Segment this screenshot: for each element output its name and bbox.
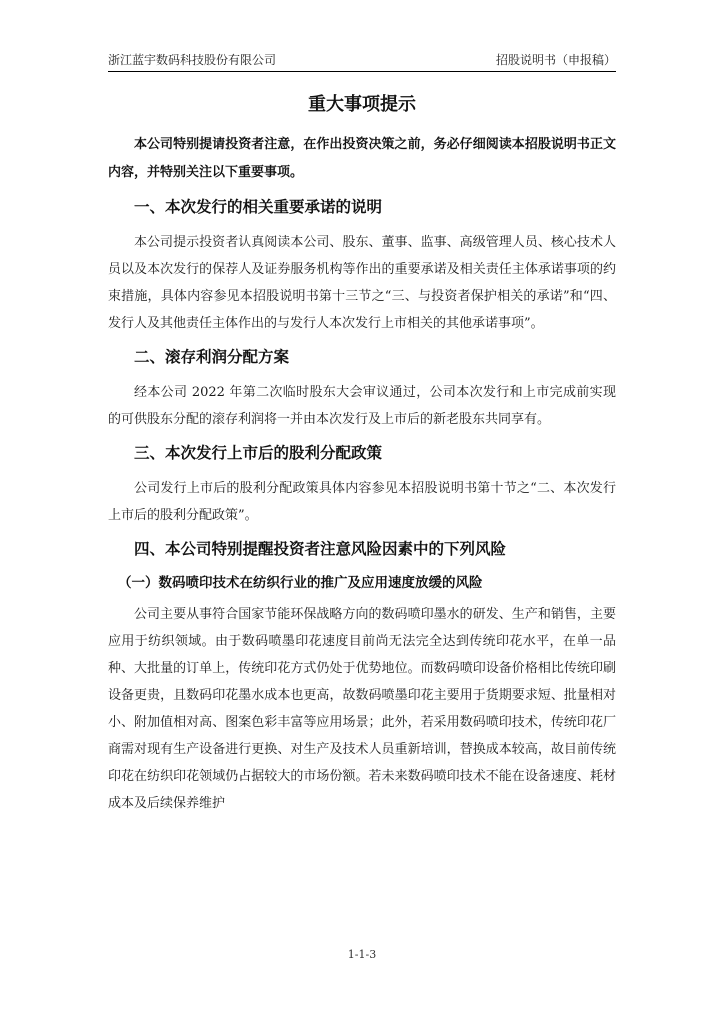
section-4-heading: 四、本公司特别提醒投资者注意风险因素中的下列风险 bbox=[134, 540, 507, 558]
header-rule bbox=[108, 71, 616, 72]
section-2-body: 经本公司 2022 年第二次临时股东大会审议通过，公司本次发行和上市完成前实现的可供股东分配的滚存利润将一并由本次发行及上市后的新老股东共同享有。 bbox=[108, 385, 616, 427]
header-doc-title: 招股说明书（申报稿） bbox=[495, 53, 616, 67]
page-header bbox=[108, 50, 616, 70]
page-content bbox=[108, 93, 616, 825]
section-3-heading: 三、本次发行上市后的股利分配政策 bbox=[134, 444, 383, 462]
section-1-body: 本公司提示投资者认真阅读本公司、股东、董事、监事、高级管理人员、核心技术人员以及本次发行的保荐人及证券服务机构等作出的重要承诺及相关责任主体承诺事项的约束措施，具体内容参见本招股说明书第十三节之“三、与投资者保护相关的承诺”和“四、发行人及其他责任主体作出的与发行人本次发行上市相关的其他承诺事项”。 bbox=[108, 235, 616, 331]
intro-paragraph: 本公司特别提请投资者注意，在作出投资决策之前，务必仔细阅读本招股说明书正文内容，并特别关注以下重要事项。 bbox=[108, 137, 616, 180]
page-number: 1-1-3 bbox=[347, 948, 377, 961]
section-1-heading: 一、本次发行的相关重要承诺的说明 bbox=[134, 198, 383, 216]
section-2-heading: 二、滚存利润分配方案 bbox=[134, 348, 290, 366]
header-company: 浙江蓝宇数码科技股份有限公司 bbox=[108, 53, 277, 67]
page-title: 重大事项提示 bbox=[308, 94, 416, 115]
section-3-body: 公司发行上市后的股利分配政策具体内容参见本招股说明书第十节之“二、本次发行上市后的股利分配政策”。 bbox=[108, 481, 616, 523]
section-4-subheading: （一）数码喷印技术在纺织行业的推广及应用速度放缓的风险 bbox=[118, 575, 483, 591]
section-4-body: 公司主要从事符合国家节能环保战略方向的数码喷印墨水的研发、生产和销售，主要应用于纺织领域。由于数码喷墨印花速度目前尚无法完全达到传统印花水平，在单一品种、大批量的订单上，传统印花方式仍处于优势地位。而数码喷印设备价格相比传统印刷设备更贵，且数码印花墨水成本也更高，故数码喷墨印花主要用于货期要求短、批量相对小、附加值相对高、图案色彩丰富等应用场景；此外，若采用数码喷印技术，传统印花厂商需对现有生产设备进行更换、对生产及技术人员重新培训，替换成本较高，故目前传统印花在纺织印花领域仍占据较大的市场份额。若未来数码喷印技术不能在设备速度、耗材成本及后续保养维护 bbox=[108, 607, 616, 811]
